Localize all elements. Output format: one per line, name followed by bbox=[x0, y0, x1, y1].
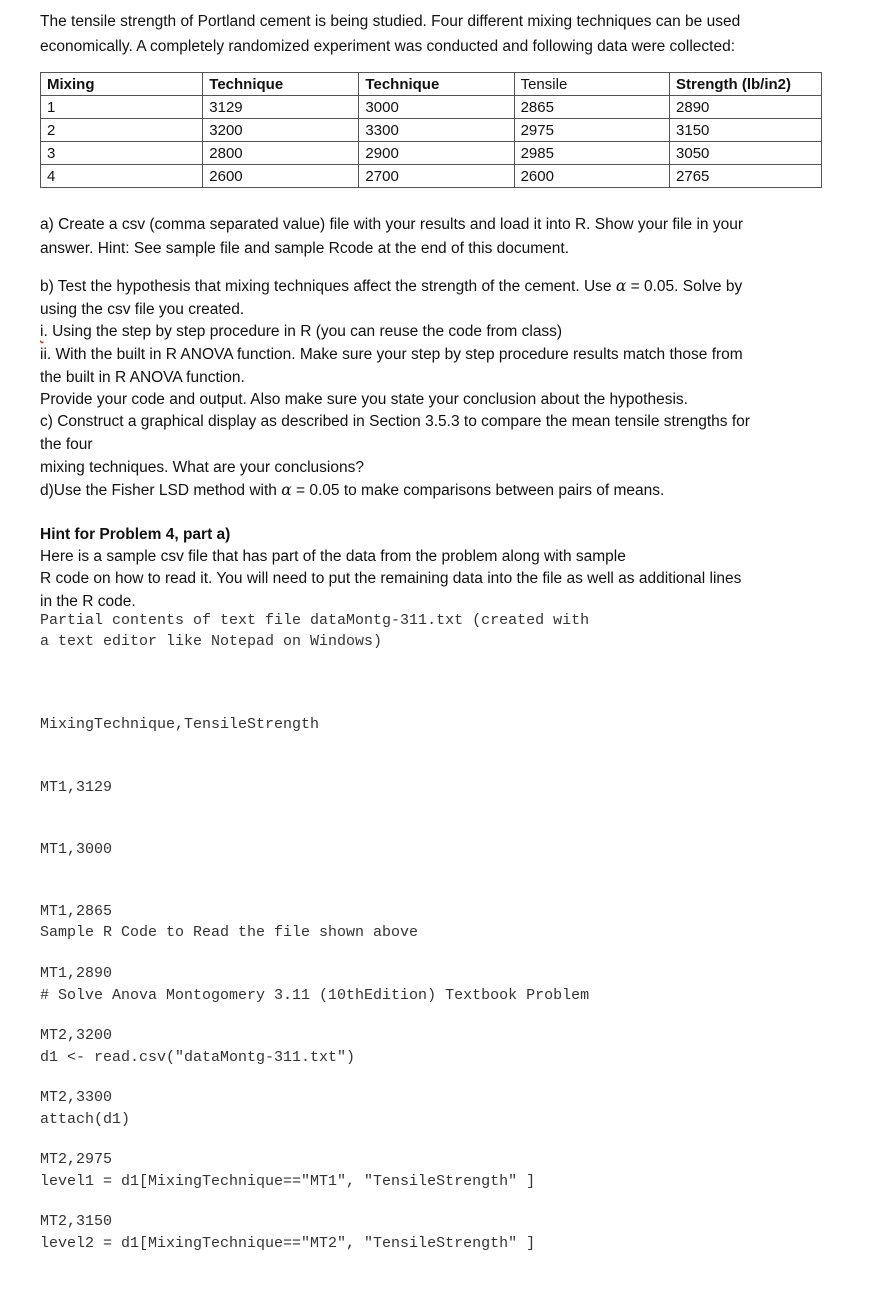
tensile-data-table bbox=[40, 72, 822, 188]
table-cell: 3000 bbox=[359, 96, 514, 119]
table-cell: 3129 bbox=[203, 96, 359, 119]
r-code-block bbox=[40, 882, 589, 1296]
table-cell: 2865 bbox=[514, 96, 669, 119]
table-cell: 1 bbox=[41, 96, 203, 119]
part-c-line-3: mixing techniques. What are your conclusions? bbox=[40, 459, 364, 476]
part-d-line bbox=[40, 479, 664, 502]
code-line: attach(d1) bbox=[40, 1110, 131, 1128]
part-a-line-2: answer. Hint: See sample file and sample Rcode at the end of this document. bbox=[40, 240, 570, 257]
hint-line-3: in the R code. bbox=[40, 593, 136, 610]
step-i-text: . Using the step by step procedure in R (you can reuse the code from class) bbox=[43, 323, 563, 340]
code-line: d1 <- read.csv("dataMontg-311.txt") bbox=[40, 1048, 356, 1066]
table-cell: 2600 bbox=[203, 165, 359, 188]
alpha-symbol: α bbox=[281, 481, 292, 499]
table-cell: 3200 bbox=[203, 119, 359, 142]
part-b-line-2: using the csv file you created. bbox=[40, 301, 245, 318]
csv-line: MT2,3150 bbox=[40, 1213, 113, 1231]
part-a-line-1: a) Create a csv (comma separated value) file with your results and load it into R. Show your file in your bbox=[40, 216, 743, 233]
table-cell: 4 bbox=[41, 165, 203, 188]
hint-line-2: R code on how to read it. You will need to put the remaining data into the file as well as additional lines bbox=[40, 570, 742, 587]
part-b-line-1 bbox=[40, 275, 742, 298]
table-cell: 2890 bbox=[670, 96, 822, 119]
csv-line: MT2,3200 bbox=[40, 1026, 113, 1044]
code-line: # Solve Anova Montogomery 3.11 (10thEdition) Textbook Problem bbox=[40, 986, 590, 1004]
table-cell: 2975 bbox=[514, 119, 669, 142]
code-line: level2 = d1[MixingTechnique=="MT2", "TensileStrength" ] bbox=[40, 1234, 536, 1252]
table-row bbox=[41, 96, 822, 119]
csv-line: MT2,2975 bbox=[40, 1151, 113, 1169]
table-cell: 2800 bbox=[203, 142, 359, 165]
header-tensile: Tensile bbox=[514, 73, 669, 96]
header-strength: Strength (lb/in2) bbox=[670, 73, 822, 96]
code-line: level1 = d1[MixingTechnique=="MT1", "TensileStrength" ] bbox=[40, 1172, 536, 1190]
csv-line: MT1,2865 bbox=[40, 902, 113, 920]
part-b-step-i bbox=[40, 320, 562, 343]
part-b-step-ii-line-1: ii. With the built in R ANOVA function. Make sure your step by step procedure results match those from bbox=[40, 346, 743, 363]
alpha-symbol: α bbox=[615, 277, 627, 295]
part-d-text-end: = 0.05 to make comparisons between pairs of means. bbox=[291, 482, 665, 499]
part-b-step-ii-line-2: the built in R ANOVA function. bbox=[40, 369, 245, 386]
intro-line-2: economically. A completely randomized experiment was conducted and following data were collected: bbox=[40, 38, 736, 55]
table-cell: 2900 bbox=[359, 142, 514, 165]
header-technique-2: Technique bbox=[359, 73, 514, 96]
table-header-row bbox=[41, 73, 822, 96]
hint-line-1: Here is a sample csv file that has part of the data from the problem along with sample bbox=[40, 548, 626, 565]
step-i-marker: i bbox=[40, 323, 44, 340]
csv-line: MixingTechnique,TensileStrength bbox=[40, 716, 320, 734]
table-cell: 3150 bbox=[670, 119, 822, 142]
part-d-text: d)Use the Fisher LSD method with bbox=[40, 482, 282, 499]
code-line: Sample R Code to Read the file shown above bbox=[40, 924, 419, 942]
part-b-provide: Provide your code and output. Also make sure you state your conclusion about the hypothesis. bbox=[40, 391, 688, 408]
csv-line: MT1,3000 bbox=[40, 840, 113, 858]
partial-contents-line-1: Partial contents of text file dataMontg-311.txt (created with bbox=[40, 612, 590, 629]
table-row bbox=[41, 142, 822, 165]
csv-line: MT2,3300 bbox=[40, 1089, 113, 1107]
part-c-line-2: the four bbox=[40, 436, 93, 453]
header-technique-1: Technique bbox=[203, 73, 359, 96]
table-cell: 3 bbox=[41, 142, 203, 165]
table-cell: 2700 bbox=[359, 165, 514, 188]
hint-title: Hint for Problem 4, part a) bbox=[40, 526, 231, 543]
table-cell: 2 bbox=[41, 119, 203, 142]
header-mixing: Mixing bbox=[41, 73, 203, 96]
intro-line-1: The tensile strength of Portland cement is being studied. Four different mixing techniques can be used bbox=[40, 13, 741, 30]
part-b-text: b) Test the hypothesis that mixing techniques affect the strength of the cement. Use bbox=[40, 278, 616, 295]
table-cell: 2765 bbox=[670, 165, 822, 188]
table-cell: 3300 bbox=[359, 119, 514, 142]
part-c-line-1: c) Construct a graphical display as described in Section 3.5.3 to compare the mean tensile strengths for bbox=[40, 413, 750, 430]
table-cell: 3050 bbox=[670, 142, 822, 165]
table-row bbox=[41, 119, 822, 142]
partial-contents-line-2: a text editor like Notepad on Windows) bbox=[40, 633, 383, 650]
csv-line: MT1,3129 bbox=[40, 778, 113, 796]
table-row bbox=[41, 165, 822, 188]
table-cell: 2600 bbox=[514, 165, 669, 188]
csv-line: MT1,2890 bbox=[40, 964, 113, 982]
table-cell: 2985 bbox=[514, 142, 669, 165]
part-b-text-end: = 0.05. Solve by bbox=[626, 278, 743, 295]
